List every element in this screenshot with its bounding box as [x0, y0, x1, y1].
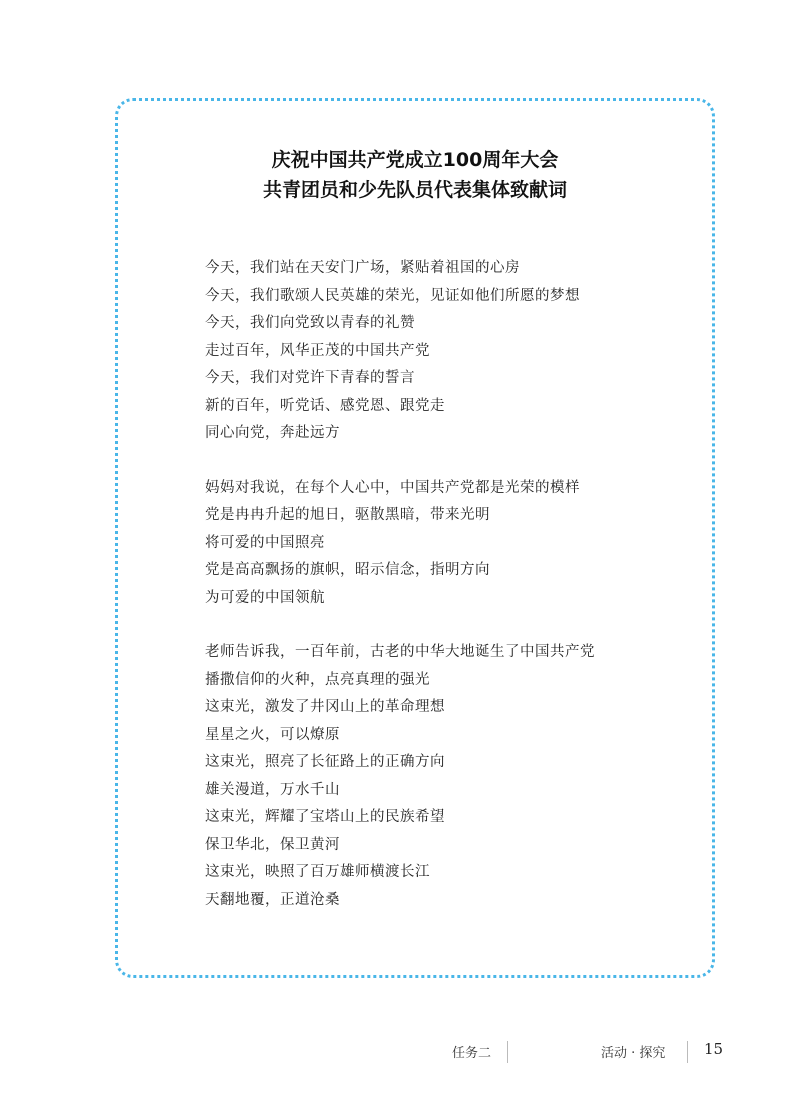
poem-line: 为可爱的中国领航: [205, 589, 325, 606]
title-line-2: 共青团员和少先队员代表集体致献词: [262, 179, 567, 201]
poem-line: 这束光，辉耀了宝塔山上的民族希望: [205, 809, 445, 825]
poem-line: 今天，我们站在天安门广场，紧贴着祖国的心房: [205, 260, 520, 276]
poem-line: 这束光，照亮了长征路上的正确方向: [205, 754, 445, 770]
poem-line: 保卫华北，保卫黄河: [205, 836, 340, 853]
poem-line: 新的百年，听党话、感党恩、跟党走: [205, 397, 445, 414]
poem-line: 这束光，激发了井冈山上的革命理想: [205, 699, 445, 715]
poem-line: 党是冉冉升起的旭日，驱散黑暗，带来光明: [205, 507, 490, 523]
poem-body: [205, 255, 705, 941]
footer-divider: [507, 1041, 508, 1063]
page-number: 15: [704, 1040, 724, 1058]
footer-section-label: 活动 · 探究: [601, 1046, 666, 1061]
stanza-1: [205, 255, 705, 448]
poem-line: 老师告诉我，一百年前，古老的中华大地诞生了中国共产党: [205, 644, 595, 660]
page-title: [115, 145, 715, 205]
footer-divider: [687, 1041, 688, 1063]
stanza-3: [205, 639, 705, 914]
poem-line: 播撒信仰的火种，点亮真理的强光: [205, 671, 430, 688]
poem-line: 同心向党，奔赴远方: [205, 425, 340, 441]
poem-line: 天翻地覆，正道沧桑: [205, 891, 340, 908]
poem-line: 将可爱的中国照亮: [205, 534, 325, 551]
poem-line: 今天，我们对党许下青春的誓言: [205, 370, 415, 386]
page-footer: [0, 1038, 800, 1062]
poem-line: 今天，我们向党致以青春的礼赞: [205, 315, 415, 331]
poem-line: 这束光，映照了百万雄师横渡长江: [205, 864, 430, 880]
poem-line: 雄关漫道，万水千山: [205, 781, 340, 798]
poem-line: 党是高高飘扬的旗帜，昭示信念，指明方向: [205, 562, 490, 578]
footer-task-label: 任务二: [452, 1046, 492, 1061]
poem-line: 今天，我们歌颂人民英雄的荣光，见证如他们所愿的梦想: [205, 287, 580, 304]
poem-line: 妈妈对我说，在每个人心中，中国共产党都是光荣的模样: [205, 479, 580, 496]
title-line-1: 庆祝中国共产党成立100周年大会: [271, 149, 559, 171]
poem-line: 走过百年，风华正茂的中国共产党: [205, 342, 430, 359]
stanza-2: [205, 475, 705, 613]
poem-line: 星星之火，可以燎原: [205, 726, 340, 743]
